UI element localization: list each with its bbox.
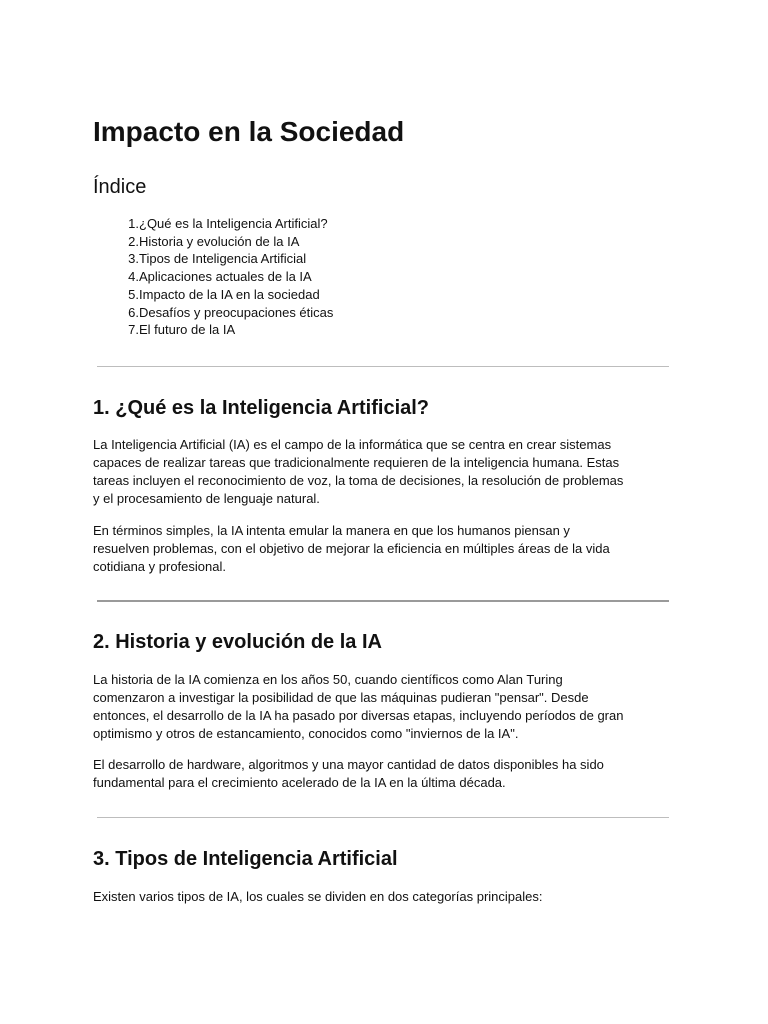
- toc-item[interactable]: [93, 215, 333, 233]
- toc-item-number: 7.: [128, 322, 139, 338]
- toc-item[interactable]: [93, 268, 333, 286]
- toc-item[interactable]: [93, 233, 333, 251]
- toc-item-number: 4.: [128, 269, 139, 285]
- toc-heading: Índice: [93, 176, 147, 198]
- section-title: 1. ¿Qué es la Inteligencia Artificial?: [93, 397, 430, 419]
- paragraph-line: resuelven problemas, con el objetivo de mejorar la eficiencia en múltiples áreas de la vida: [93, 541, 610, 556]
- toc-item-label[interactable]: Desafíos y preocupaciones éticas: [139, 304, 334, 320]
- section-paragraph: [93, 888, 683, 906]
- toc-item-label[interactable]: El futuro de la IA: [139, 322, 236, 338]
- paragraph-line: cotidiana y profesional.: [93, 559, 226, 574]
- toc-list: [93, 215, 333, 339]
- section-title: 3. Tipos de Inteligencia Artificial: [93, 848, 398, 870]
- section-paragraph: [93, 522, 683, 576]
- toc-item-label[interactable]: Impacto de la IA en la sociedad: [139, 286, 320, 302]
- paragraph-line: fundamental para el crecimiento acelerado de la IA en la última década.: [93, 775, 506, 790]
- paragraph-line: tareas incluyen el reconocimiento de voz, la toma de decisiones, la resolución de problemas: [93, 473, 624, 488]
- section-divider: [97, 366, 669, 367]
- toc-item-number: 6.: [128, 304, 139, 320]
- toc-item-number: 1.: [128, 216, 139, 231]
- section-paragraph: [93, 671, 683, 743]
- toc-item-number: 3.: [128, 251, 139, 267]
- toc-item-label[interactable]: Historia y evolución de la IA: [139, 233, 300, 249]
- toc-item-number: 2.: [128, 233, 139, 249]
- paragraph-line: capaces de realizar tareas que tradicionalmente requieren de la inteligencia humana. Estas: [93, 455, 620, 470]
- toc-item-label[interactable]: Aplicaciones actuales de la IA: [139, 269, 312, 285]
- paragraph-line: En términos simples, la IA intenta emular la manera en que los humanos piensan y: [93, 523, 570, 538]
- toc-item[interactable]: [93, 250, 333, 268]
- section-divider: [97, 600, 669, 602]
- section-paragraph: [93, 436, 683, 508]
- toc-item-number: 5.: [128, 286, 139, 302]
- section-paragraph: [93, 756, 683, 792]
- paragraph-line: El desarrollo de hardware, algoritmos y una mayor cantidad de datos disponibles ha sido: [93, 757, 604, 772]
- toc-item[interactable]: [93, 304, 333, 322]
- document-title: Impacto en la Sociedad: [93, 116, 405, 147]
- toc-item-label[interactable]: Tipos de Inteligencia Artificial: [139, 251, 307, 267]
- paragraph-line: La historia de la IA comienza en los años 50, cuando científicos como Alan Turing: [93, 672, 563, 687]
- paragraph-line: y el procesamiento de lenguaje natural.: [93, 491, 320, 506]
- paragraph-line: Existen varios tipos de IA, los cuales se dividen en dos categorías principales:: [93, 889, 543, 904]
- paragraph-line: entonces, el desarrollo de la IA ha pasado por diversas etapas, incluyendo períodos de gran: [93, 708, 624, 723]
- paragraph-line: comenzaron a investigar la posibilidad de que las máquinas pudieran "pensar". Desde: [93, 690, 589, 705]
- section-divider: [97, 817, 669, 818]
- toc-item[interactable]: [93, 321, 333, 339]
- toc-item-label[interactable]: ¿Qué es la Inteligencia Artificial?: [139, 216, 328, 231]
- toc-item[interactable]: [93, 286, 333, 304]
- paragraph-line: optimismo y otros de estancamiento, conocidos como "inviernos de la IA".: [93, 726, 519, 741]
- paragraph-line: La Inteligencia Artificial (IA) es el campo de la informática que se centra en crear sistemas: [93, 437, 612, 452]
- section-title: 2. Historia y evolución de la IA: [93, 631, 382, 653]
